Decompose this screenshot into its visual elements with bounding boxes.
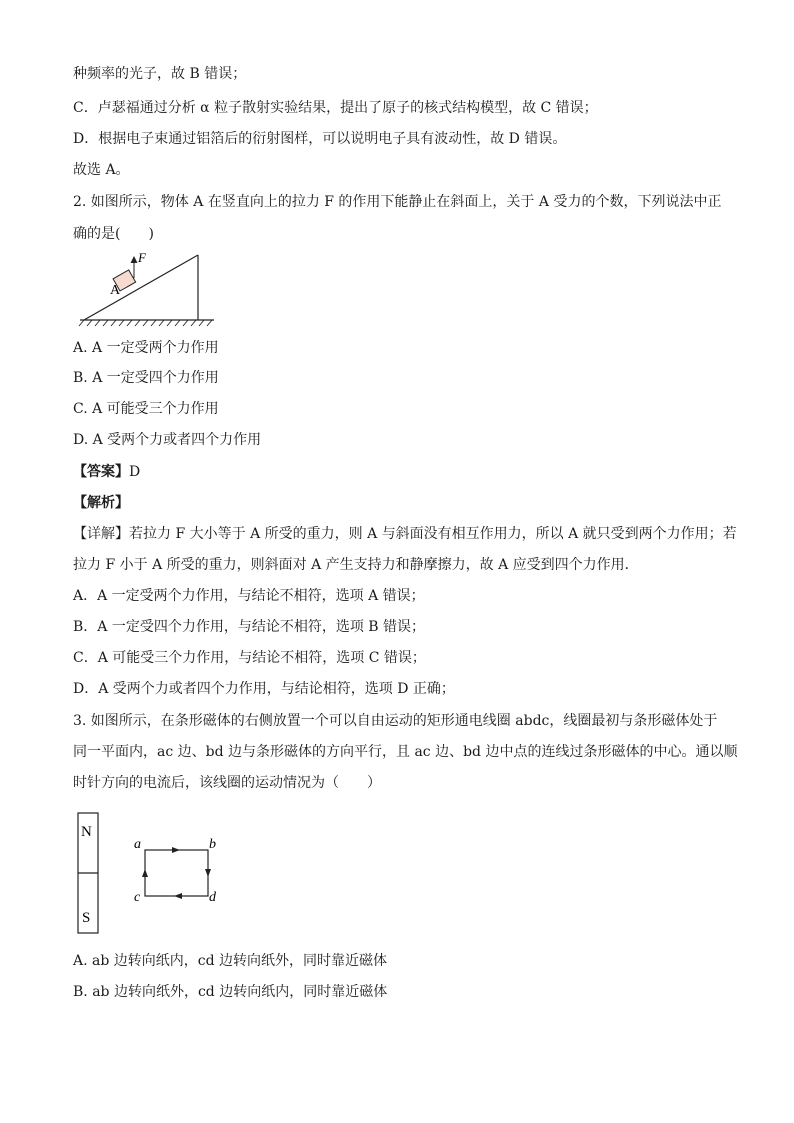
question-3-stem: 时针方向的电流后，该线圈的运动情况为（ ）: [73, 775, 381, 791]
coil-b-label: b: [209, 837, 216, 852]
question-2-stem: 2. 如图所示，物体 A 在竖直向上的拉力 F 的作用下能静止在斜面上，关于 A 受力的个数，下列说法中正: [73, 194, 722, 210]
current-arrow: [174, 893, 182, 899]
magnet-coil-figure: [70, 808, 230, 938]
text-line: 种频率的光子，故 B 错误；: [73, 66, 247, 82]
detail-text: 【详解】若拉力 F 大小等于 A 所受的重力，则 A 与斜面没有相互作用力，所以 A 就只受到两个力作用；若: [73, 526, 737, 542]
option-a: A. A 一定受两个力作用: [73, 340, 219, 356]
magnet-n-label: N: [81, 824, 92, 840]
answer-tag: 【答案】: [73, 464, 129, 480]
analysis-tag: 【解析】: [73, 495, 129, 511]
option-c: C. A 可能受三个力作用: [73, 401, 219, 417]
detail-option-c: C．A 可能受三个力作用，与结论不相符，选项 C 错误；: [73, 650, 426, 666]
text-line: 故选 A。: [73, 162, 130, 178]
ground-hatching: [79, 320, 212, 326]
current-arrow: [142, 869, 148, 877]
text-line: C．卢瑟福通过分析 α 粒子散射实验结果，提出了原子的核式结构模型，故 C 错误；: [73, 100, 598, 116]
detail-option-a: A．A 一定受两个力作用，与结论不相符，选项 A 错误；: [73, 588, 425, 604]
detail-option-d: D．A 受两个力或者四个力作用，与结论相符，选项 D 正确；: [73, 681, 455, 697]
option-b: B. ab 边转向纸外，cd 边转向纸内，同时靠近磁体: [73, 984, 388, 1000]
text-line: D．根据电子束通过铝箔后的衍射图样，可以说明电子具有波动性，故 D 错误。: [73, 131, 567, 147]
current-arrow: [172, 847, 180, 853]
detail-option-b: B．A 一定受四个力作用，与结论不相符，选项 B 错误；: [73, 619, 426, 635]
coil-rectangle: [145, 850, 208, 896]
label-f: F: [138, 250, 146, 265]
question-3-stem: 同一平面内，ac 边、bd 边与条形磁体的方向平行，且 ac 边、bd 边中点的连线过条形磁体的中心。通以顺: [73, 744, 738, 760]
coil-d-label: d: [209, 890, 216, 905]
coil-c-label: c: [134, 890, 141, 905]
option-a: A. ab 边转向纸内，cd 边转向纸外，同时靠近磁体: [73, 953, 388, 969]
coil-a-label: a: [134, 837, 141, 852]
detail-text: 拉力 F 小于 A 所受的重力，则斜面对 A 产生支持力和静摩擦力，故 A 应受到四个力作用．: [73, 557, 639, 573]
answer-line: [73, 462, 140, 482]
magnet-s-label: S: [82, 910, 91, 926]
current-arrow: [205, 869, 211, 877]
label-a: A: [110, 283, 121, 298]
question-3-stem: 3. 如图所示，在条形磁体的右侧放置一个可以自由运动的矩形通电线圈 abdc，线圈最初与条形磁体处于: [73, 713, 718, 729]
question-2-stem: 确的是( ): [73, 226, 154, 242]
incline-figure: [72, 248, 217, 328]
option-b: B. A 一定受四个力作用: [73, 370, 219, 386]
option-d: D. A 受两个力或者四个力作用: [73, 432, 262, 448]
answer-value: D: [129, 464, 141, 480]
